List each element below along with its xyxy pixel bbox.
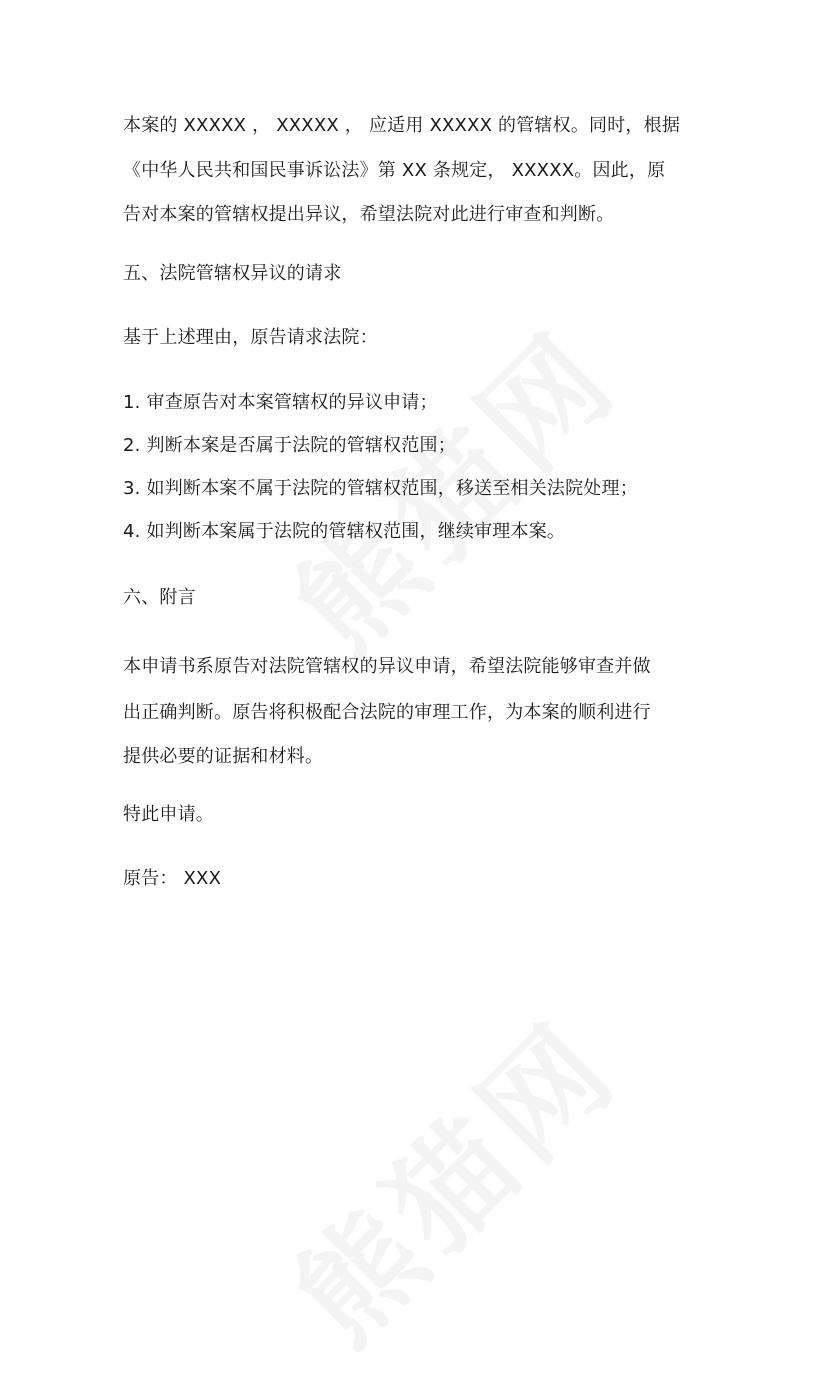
watermark-bottom [251, 977, 648, 1374]
postscript-line2: 出正确判断。原告将积极配合法院的审理工作，为本案的顺利进行 [123, 702, 651, 723]
request-item-4: 4. 如判断本案属于法院的管辖权范围，继续审理本案。 [123, 521, 566, 542]
request-item-3: 3. 如判断本案不属于法院的管辖权范围，移送至相关法院处理； [123, 478, 638, 499]
section6-heading: 六、附言 [123, 587, 196, 608]
request-intro: 基于上述理由，原告请求法院： [123, 327, 378, 348]
request-item-2: 2. 判断本案是否属于法院的管辖权范围； [123, 435, 456, 456]
para1-line3: 告对本案的管辖权提出异议，希望法院对此进行审查和判断。 [123, 204, 615, 225]
section5-heading: 五、法院管辖权异议的请求 [123, 263, 342, 284]
para1-line2: 《中华人民共和国民事诉讼法》第 XX 条规定， XXXXX。因此，原 [123, 160, 666, 181]
closing-statement: 特此申请。 [123, 804, 214, 825]
request-item-1: 1. 审查原告对本案管辖权的异议申请； [123, 392, 438, 413]
para1-line1: 本案的 XXXXX ， XXXXX ， 应适用 XXXXX 的管辖权。同时，根据 [123, 115, 681, 136]
signature-plaintiff: 原告： XXX [123, 868, 222, 889]
postscript-line1: 本申请书系原告对法院管辖权的异议申请，希望法院能够审查并做 [123, 656, 651, 677]
postscript-line3: 提供必要的证据和材料。 [123, 746, 324, 767]
